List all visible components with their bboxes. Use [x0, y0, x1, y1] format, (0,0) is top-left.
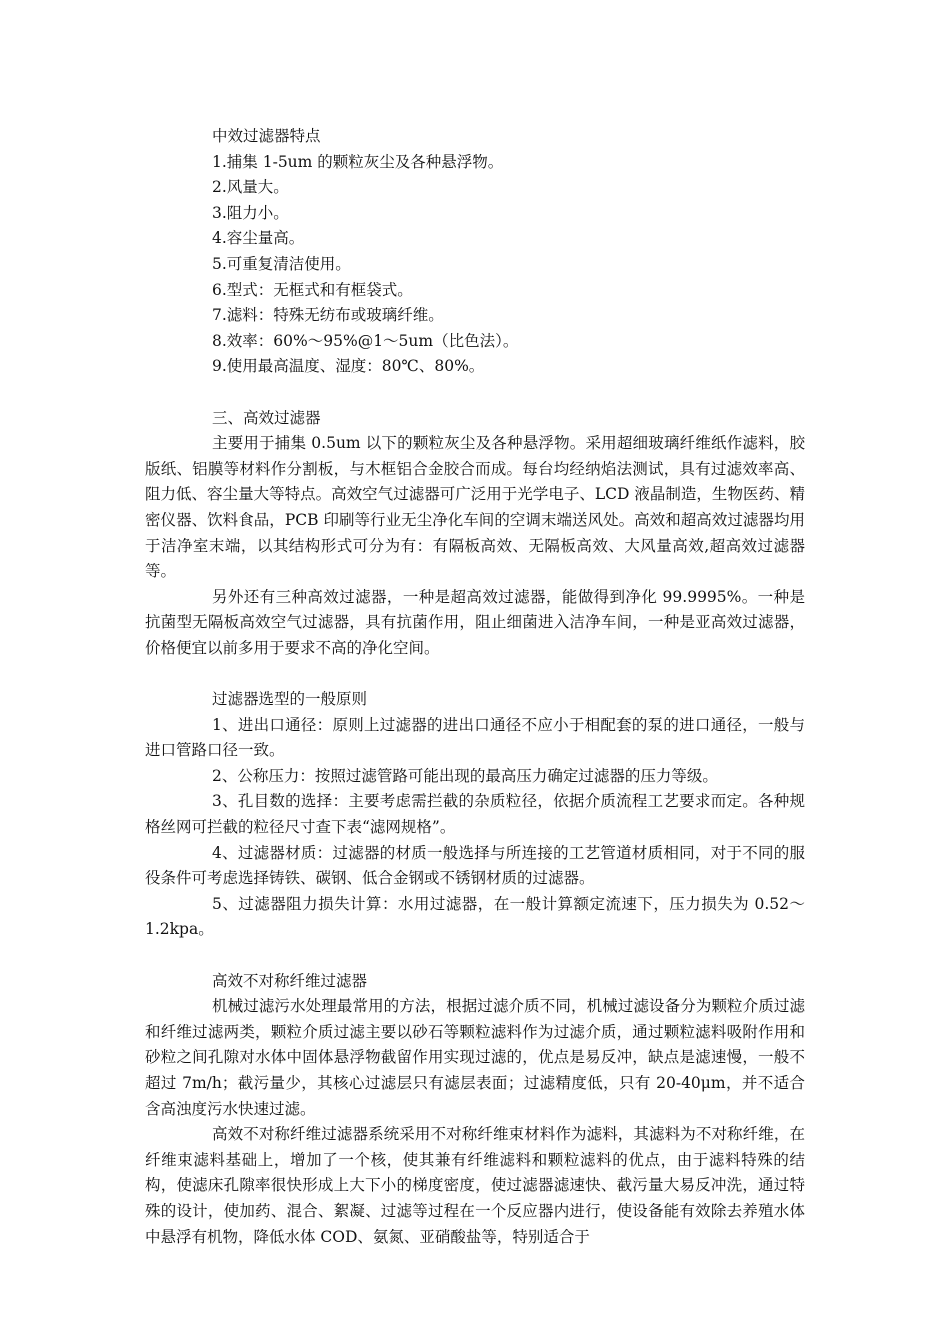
list-item: 5.可重复清洁使用。 [212, 254, 351, 273]
body-paragraph: 机械过滤污水处理最常用的方法，根据过滤介质不同，机械过滤设备分为颗粒介质过滤和纤维过滤两类，颗粒介质过滤主要以砂石等颗粒滤料作为过滤介质，通过颗粒滤料吸附作用和砂粒之间孔隙对水体中固体悬浮物截留作用实现过滤的，优点是易反冲，缺点是滤速慢，一般不超过 7m/h；截污量少，其核心过滤层只有滤层表面；过滤精度低，只有 20-40μm，并不适合含高浊度污水快速过滤。 [145, 997, 805, 1118]
section-heading-medium-filter: 中效过滤器特点 [212, 127, 321, 145]
section-heading-selection: 过滤器选型的一般原则 [212, 690, 368, 709]
list-item: 1.捕集 1-5um 的颗粒灰尘及各种悬浮物。 [212, 152, 504, 171]
body-paragraph: 2、公称压力：按照过滤管路可能出现的最高压力确定过滤器的压力等级。 [212, 766, 718, 785]
paragraph-spacer [145, 661, 805, 687]
body-paragraph: 5、过滤器阻力损失计算：水用过滤器，在一般计算额定流速下，压力损失为 0.52～1.2kpa。 [145, 894, 805, 939]
list-item: 3.阻力小。 [212, 203, 289, 222]
body-paragraph: 1、进出口通径：原则上过滤器的进出口通径不应小于相配套的泵的进口通径，一般与进口管路口径一致。 [145, 715, 805, 760]
section-heading-asymmetric-fiber: 高效不对称纤维过滤器 [212, 971, 368, 990]
body-paragraph: 3、孔目数的选择：主要考虑需拦截的杂质粒径，依据介质流程工艺要求而定。各种规格丝网可拦截的粒径尺寸查下表“滤网规格”。 [145, 792, 805, 837]
body-paragraph: 4、过滤器材质：过滤器的材质一般选择与所连接的工艺管道材质相同，对于不同的服役条件可考虑选择铸铁、碳钢、低合金钢或不锈钢材质的过滤器。 [145, 843, 805, 888]
list-item: 6.型式：无框式和有框袋式。 [212, 280, 413, 299]
section-heading-high-filter: 三、高效过滤器 [212, 408, 321, 427]
list-item: 4.容尘量高。 [212, 229, 305, 248]
body-paragraph: 另外还有三种高效过滤器，一种是超高效过滤器，能做得到净化 99.9995%。一种是抗菌型无隔板高效空气过滤器，具有抗菌作用，阻止细菌进入洁净车间，一种是亚高效过滤器，价格便宜以前多用于要求不高的净化空间。 [145, 587, 805, 657]
body-paragraph: 主要用于捕集 0.5um 以下的颗粒灰尘及各种悬浮物。采用超细玻璃纤维纸作滤料，胶版纸、铝膜等材料作分割板，与木框铝合金胶合而成。每台均经纳焰法测试，具有过滤效率高、阻力低、容尘量大等特点。高效空气过滤器可广泛用于光学电子、LCD 液晶制造，生物医药、精密仪器、饮料食品，PCB 印刷等行业无尘净化车间的空调末端送风处。高效和超高效过滤器均用于洁净室末端，以其结构形式可分为有：有隔板高效、无隔板高效、大风量高效,超高效过滤器等。 [145, 434, 805, 581]
paragraph-spacer [145, 943, 805, 969]
document-page [145, 124, 805, 1250]
list-item: 9.使用最高温度、湿度：80℃、80%。 [212, 357, 485, 376]
list-item: 8.效率：60%～95%@1～5um（比色法）。 [212, 331, 519, 350]
list-item: 2.风量大。 [212, 178, 289, 197]
paragraph-spacer [145, 380, 805, 406]
body-paragraph: 高效不对称纤维过滤器系统采用不对称纤维束材料作为滤料，其滤料为不对称纤维，在纤维束滤料基础上，增加了一个核，使其兼有纤维滤料和颗粒滤料的优点，由于滤料特殊的结构，使滤床孔隙率很快形成上大下小的梯度密度，使过滤器滤速快、截污量大易反冲洗，通过特殊的设计，使加药、混合、絮凝、过滤等过程在一个反应器内进行，使设备能有效除去养殖水体中悬浮有机物，降低水体 COD、氨氮、亚硝酸盐等，特别适合于 [145, 1125, 805, 1246]
list-item: 7.滤料：特殊无纺布或玻璃纤维。 [212, 306, 444, 325]
